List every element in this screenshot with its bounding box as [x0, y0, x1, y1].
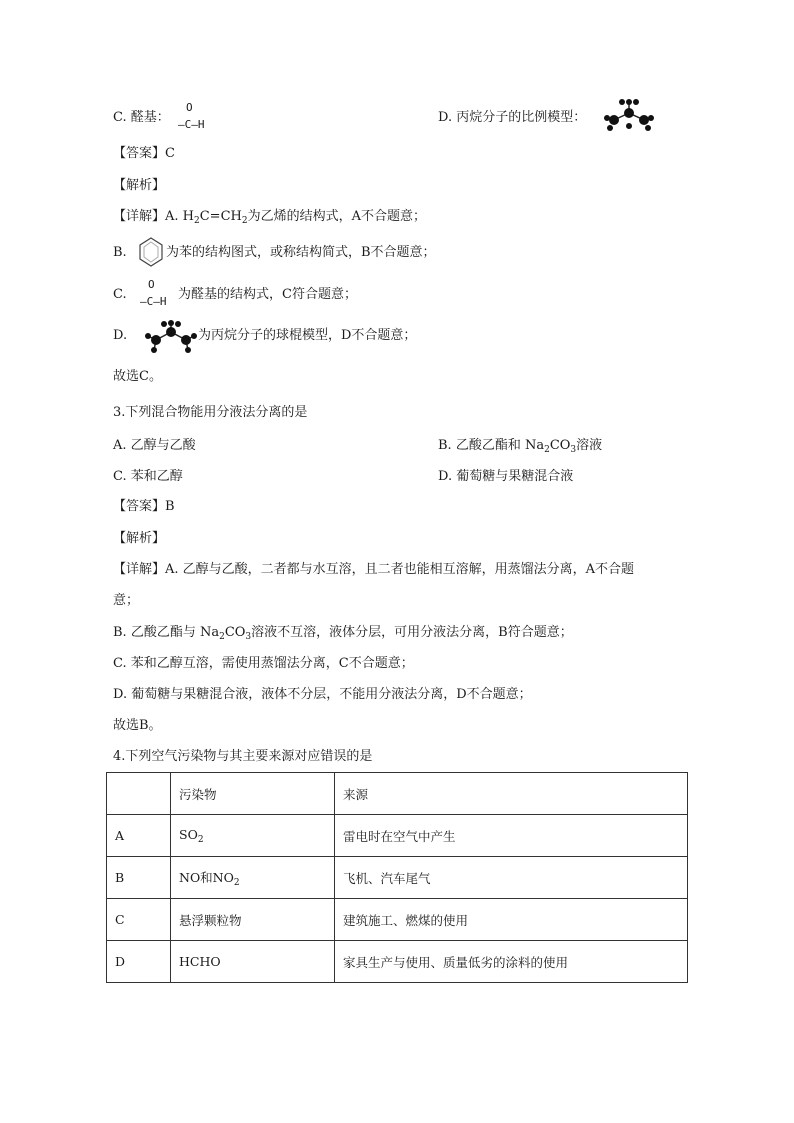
q3-analysis: 【解析】	[113, 531, 166, 546]
aldehyde-formula-top-2: O	[148, 278, 155, 291]
row-key: C	[107, 899, 171, 941]
q2-conclusion: 故选C。	[113, 369, 162, 384]
q3-question: 3.下列混合物能用分液法分离的是	[113, 405, 308, 420]
row-source: 家具生产与使用、质量低劣的涂料的使用	[335, 941, 688, 983]
q4-question: 4.下列空气污染物与其主要来源对应错误的是	[113, 749, 373, 764]
row-pollutant: NO和$NO_2$	[171, 857, 335, 899]
row-pollutant: $SO_2$	[171, 815, 335, 857]
q2-option-d: D. 丙烷分子的比例模型：	[438, 110, 587, 125]
table-header-row	[107, 773, 688, 815]
q3-option-d: D. 葡萄糖与果糖混合液	[438, 469, 574, 484]
q3-detail-d: D. 葡萄糖与果糖混合液，液体不分层，不能用分液法分离，D不合题意；	[113, 687, 532, 702]
q3-answer: 【答案】B	[113, 499, 175, 514]
table-header-cell	[107, 773, 171, 815]
q3-detail-c: C. 苯和乙醇互溶，需使用蒸馏法分离，C不合题意；	[113, 656, 414, 671]
pollutant-table	[106, 772, 688, 983]
row-source: 建筑施工、燃煤的使用	[335, 899, 688, 941]
aldehyde-formula: –C–H	[178, 118, 205, 131]
row-key: B	[107, 857, 171, 899]
q2-detail-a: 【详解】A. $H_2C=CH_2$为乙烯的结构式，A不合题意；	[113, 209, 426, 226]
table-row	[107, 899, 688, 941]
q3-detail-a-line2: 意；	[113, 593, 140, 608]
table-row	[107, 941, 688, 983]
propane-ball-stick-model-icon	[144, 320, 198, 354]
q2-option-c: C. 醛基：	[113, 110, 170, 125]
aldehyde-formula-top: O	[186, 101, 193, 114]
row-source: 雷电时在空气中产生	[335, 815, 688, 857]
q3-detail-b: B. 乙酸乙酯与 $Na_2CO_3$溶液不互溶，液体分层，可用分液法分离，B符合题意；	[113, 625, 573, 642]
q3-conclusion: 故选B。	[113, 718, 162, 733]
aldehyde-formula-2: –C–H	[140, 295, 167, 308]
benzene-ring-icon	[138, 236, 164, 268]
row-key: D	[107, 941, 171, 983]
q2-detail-d: D.	[113, 328, 128, 343]
table-header-cell: 来源	[335, 773, 688, 815]
row-pollutant: HCHO	[171, 941, 335, 983]
q3-option-c: C. 苯和乙醇	[113, 469, 183, 484]
q2-detail-b-text: 为苯的结构图式，或称结构简式，B不合题意；	[166, 245, 436, 260]
table-row	[107, 857, 688, 899]
q2-detail-c: C.	[113, 287, 127, 302]
q2-detail-d-text: 为丙烷分子的球棍模型，D不合题意；	[198, 328, 417, 343]
q2-detail-b: B.	[113, 245, 127, 260]
propane-space-filling-model-icon	[604, 98, 654, 134]
table-row	[107, 815, 688, 857]
q3-option-a: A. 乙醇与乙酸	[113, 438, 196, 453]
q3-detail-a-line1: 【详解】A. 乙醇与乙酸，二者都与水互溶，且二者也能相互溶解，用蒸馏法分离，A不合题	[113, 562, 635, 577]
q3-option-b: B. 乙酸乙酯和 $Na_2CO_3$溶液	[438, 438, 603, 455]
q2-answer: 【答案】C	[113, 146, 175, 161]
q2-detail-c-text: 为醛基的结构式，C符合题意；	[178, 287, 357, 302]
table-header-cell: 污染物	[171, 773, 335, 815]
row-pollutant: 悬浮颗粒物	[171, 899, 335, 941]
q2-analysis: 【解析】	[113, 178, 166, 193]
row-source: 飞机、汽车尾气	[335, 857, 688, 899]
row-key: A	[107, 815, 171, 857]
